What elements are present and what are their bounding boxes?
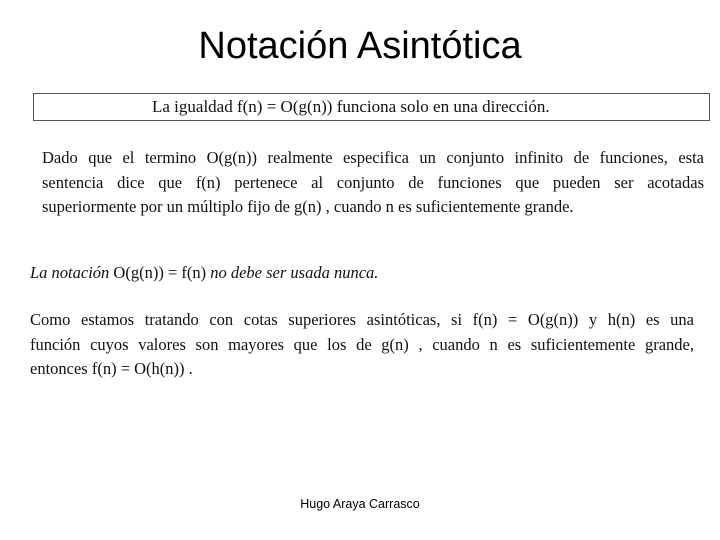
paragraph-line: función cuyos valores son mayores que los de g(n) , cuando n es suficientemente grande,	[30, 334, 694, 354]
slide-title: Notación Asintótica	[198, 25, 522, 67]
paragraph-line: entonces f(n) = O(h(n)) .	[30, 359, 193, 378]
paragraph-line: superiormente por un múltiplo fijo de g(n) , cuando n es suficientemente grande.	[42, 197, 574, 216]
warning-lead-text: La notación	[30, 263, 114, 282]
warning-math-expression: O(g(n)) = f(n)	[113, 263, 207, 282]
paragraph-notation-warning	[30, 262, 378, 284]
footer-author: Hugo Araya Carrasco	[300, 497, 420, 511]
paragraph-line: Como estamos tratando con cotas superiores asintóticas, si f(n) = O(g(n)) y h(n) es una	[30, 310, 694, 329]
paragraph-set-definition	[42, 146, 704, 220]
paragraph-line: Dado que el termino O(g(n)) realmente especifica un conjunto infinito de funciones, esta	[42, 148, 704, 167]
boxed-statement	[33, 93, 710, 121]
paragraph-line: sentencia dice que f(n) pertenece al conjunto de funciones que pueden ser acotadas	[42, 172, 704, 192]
warning-tail-text: no debe ser usada nunca.	[206, 263, 379, 282]
boxed-statement-text: La igualdad f(n) = O(g(n)) funciona solo en una dirección.	[152, 97, 550, 116]
paragraph-upper-bounds	[30, 308, 694, 382]
